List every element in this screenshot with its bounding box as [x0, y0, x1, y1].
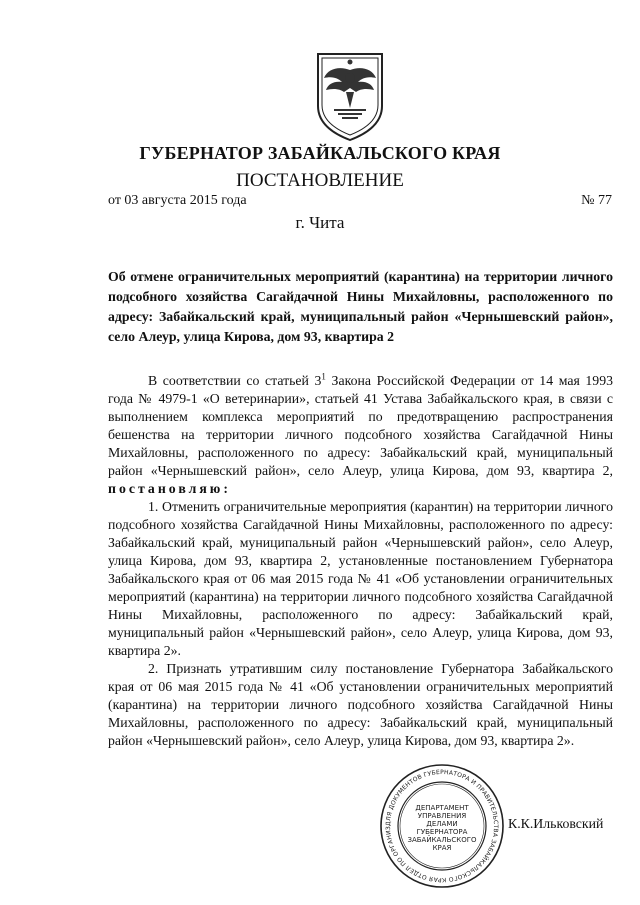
issuing-authority: ГУБЕРНАТОР ЗАБАЙКАЛЬСКОГО КРАЯ	[139, 143, 501, 163]
preamble-paragraph	[108, 372, 613, 498]
preamble-text-end: Закона Российской Федерации от 14 мая 1993 года № 4979-1 «О ветеринарии», статьей 41 Устава Забайкальского края, в связи с выполнением комплекса мероприятий по предотвращению распространения бешенства на территории личного подсобного хозяйства Сагайдачной Нины Михайловны, расположенного по адресу: Забайкальский край, муниципальный район «Чернышевский район», село Алеур, улица Кирова, дом 93, квартира 2,	[108, 373, 613, 478]
resolution-item-2: 2. Признать утратившим силу постановление Губернатора Забайкальского края от 06 мая 2015 года № 41 «Об установлении ограничительных мероприятий (карантина) на территории личного подсобного хозяйства Сагайдачной Нины Михайловны, расположенного по адресу: Забайкальский край, муниципальный район «Чернышевский район», село Алеур, улица Кирова, дом 93, квартира 2».	[108, 661, 613, 748]
seal-ring-text: ДЛЯ ДОКУМЕНТОВ ГУБЕРНАТОРА И ПРАВИТЕЛЬСТВА ЗАБАЙКАЛЬСКОГО КРАЯ ОТДЕЛ ПО ОРГАНИЗ	[384, 768, 500, 884]
official-seal-icon	[378, 762, 506, 890]
coat-of-arms-eagle-icon	[310, 48, 390, 144]
resolution-item-1: 1. Отменить ограничительные мероприятия (карантин) на территории личного подсобного хозяйства Сагайдачной Нины Михайловны, расположенного по адресу: Забайкальский край, муниципальный район «Чернышевский район», село Алеур, улица Кирова, дом 93, квартира 2, установленные постановлением Губернатора Забайкальского края от 06 мая 2015 года № 41 «Об установлении ограничительных мероприятий (карантина) на территории личного подсобного хозяйства Сагайдачной Нины Михайловны, расположенного по адресу: Забайкальский край, муниципальный район «Чернышевский район», село Алеур, улица Кирова, дом 93, квартира 2».	[108, 499, 613, 658]
document-number: № 77	[581, 193, 612, 208]
resolve-word: постановляю:	[108, 481, 231, 496]
document-type: ПОСТАНОВЛЕНИЕ	[236, 170, 404, 191]
signer-name: К.К.Ильковский	[508, 816, 604, 831]
document-city: г. Чита	[295, 213, 345, 232]
seal-center-text: ДЕПАРТАМЕНТ УПРАВЛЕНИЯ ДЕЛАМИ ГУБЕРНАТОРА ЗАБАЙКАЛЬСКОГО КРАЯ	[407, 804, 477, 852]
document-date: от 03 августа 2015 года	[108, 193, 247, 208]
article-superscript: 1	[321, 371, 326, 382]
document-body	[108, 372, 613, 750]
document-title: Об отмене ограничительных мероприятий (карантина) на территории личного подсобного хозяйства Сагайдачной Нины Михайловны, расположенного по адресу: Забайкальский край, муниципальный район «Чернышевский район», село Алеур, улица Кирова, дом 93, квартира 2	[108, 269, 613, 344]
preamble-text-start: В соответствии со статьей 3	[148, 373, 322, 388]
